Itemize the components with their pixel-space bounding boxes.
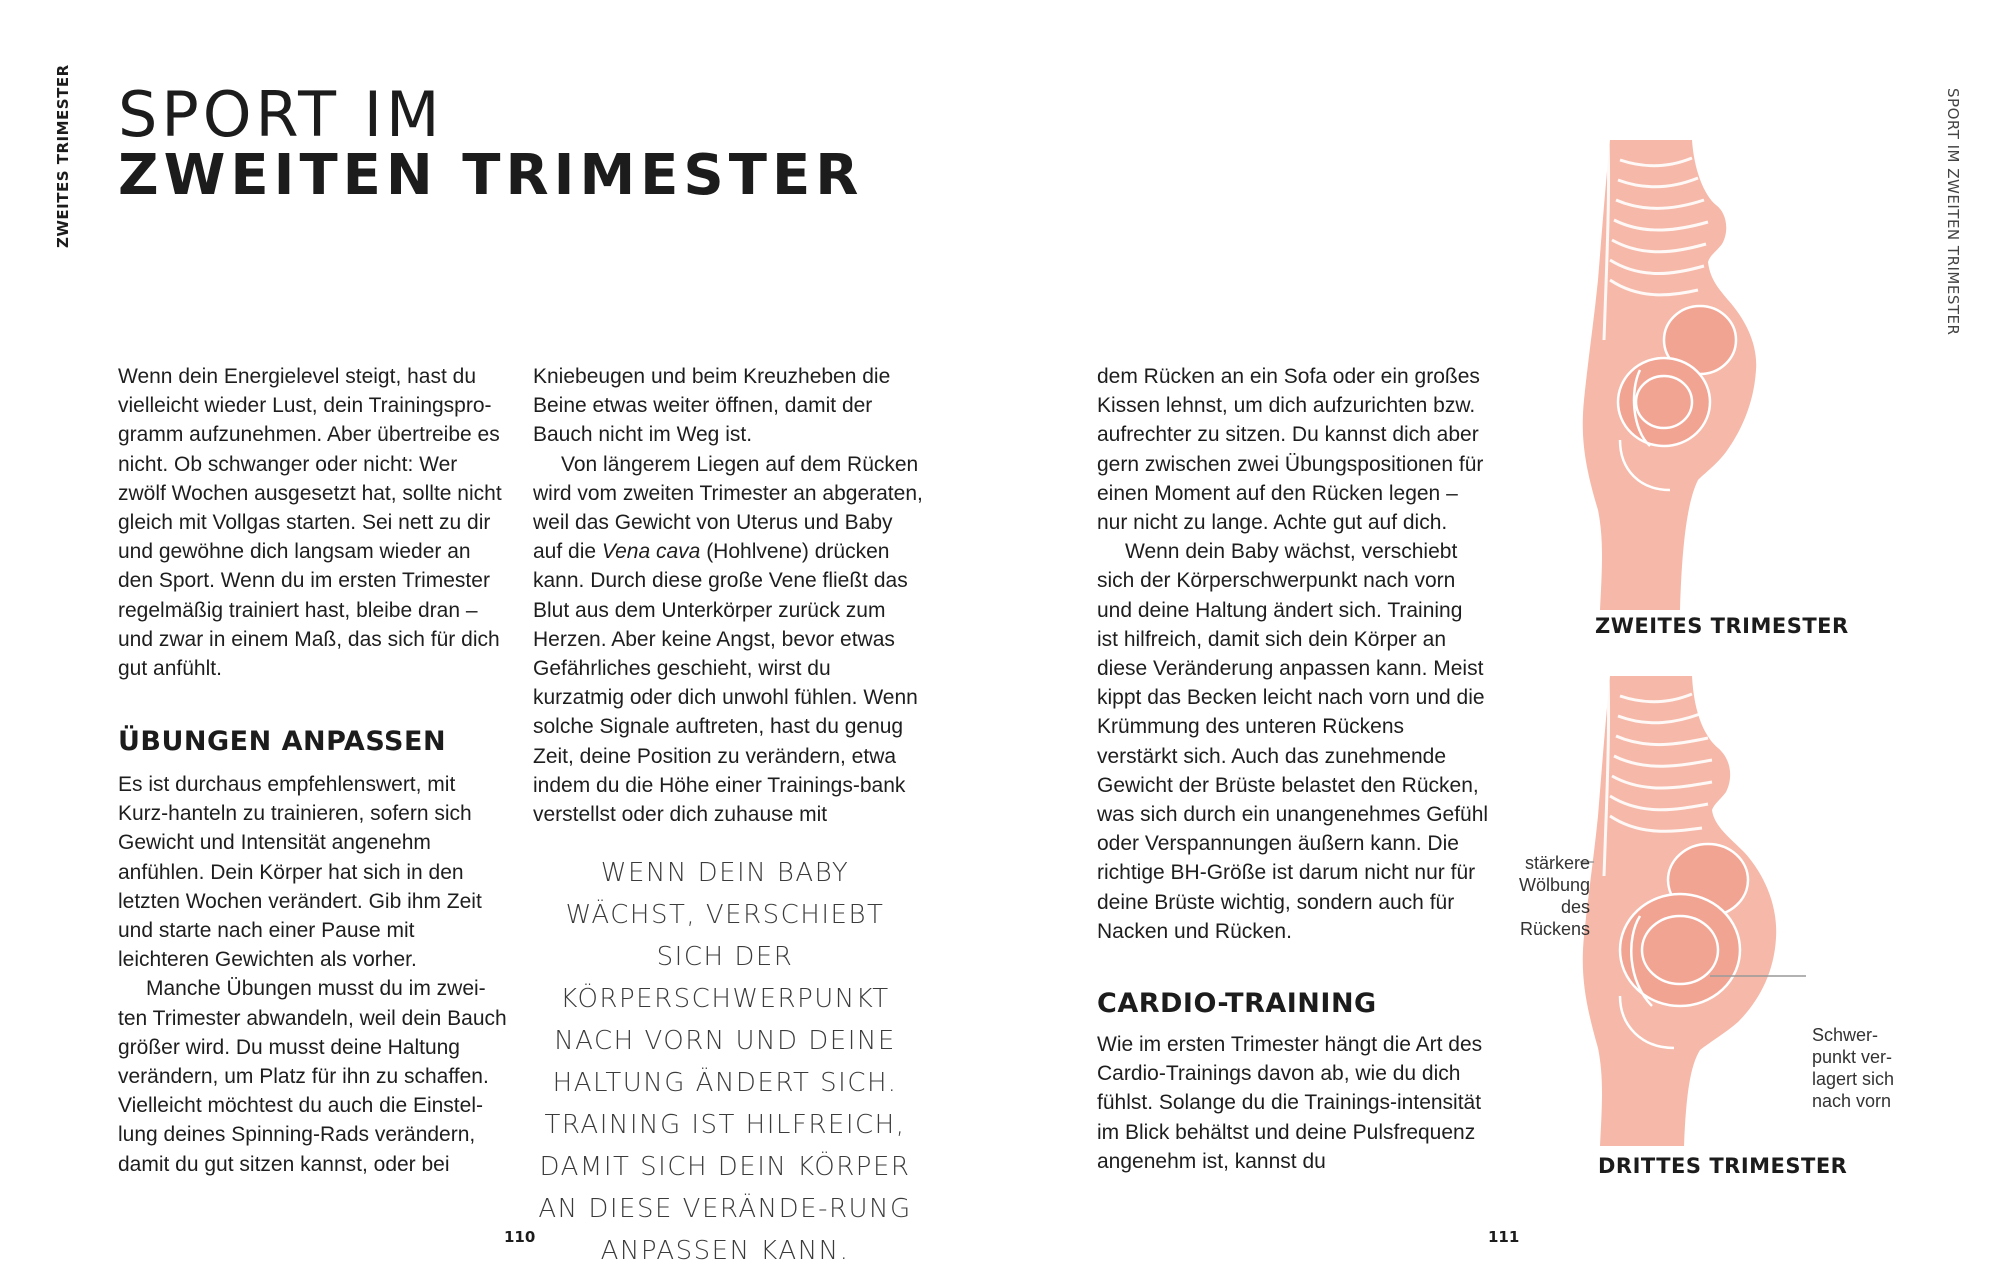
paragraph: Wie im ersten Trimester hängt die Art des Cardio-Trainings davon ab, wie du dich fühlst. Solange du die Trainings-intensität im Blick behältst und deine Pulsfrequenz angenehm ist, kannst du — [1097, 1033, 1483, 1173]
page-number-left: 110 — [504, 1228, 536, 1246]
intro-paragraph: Wenn dein Energielevel steigt, hast du vielleicht wieder Lust, dein Trainingspro-gramm aufzunehmen. Aber übertreibe es nicht. Ob schwanger oder nicht: Wer zwölf Wochen ausgesetzt hat, sollte nicht gleich mit Vollgas starten. Sei nett zu dir und gewöhne dich langsam wieder an den Sport. Wenn du im ersten Trimester regelmäßig trainiert hast, bleibe dran – und zwar in einem Maß, das sich für dich gut anfühlt. — [118, 365, 502, 681]
pull-quote: WENN DEIN BABY WÄCHST, VERSCHIEBT SICH DER KÖRPERSCHWERPUNKT NACH VORN UND DEINE HALTUNG ÄNDERT SICH. TRAINING IST HILFREICH, DAMIT SICH DEIN KÖRPER AN DIESE VERÄNDE-RUNG ANPASSEN KANN. — [538, 858, 912, 1266]
column-1-body — [118, 770, 510, 1179]
paragraph: Manche Übungen musst du im zwei-ten Trimester abwandeln, weil dein Bauch größer wird. Du musst deine Haltung verändern, um Platz für ihn zu schaffen. Vielleicht möchtest du auch die Einstel-lung deines Spinning-Rads verändern, damit du gut sitzen kannst, oder bei — [118, 977, 507, 1176]
figure-caption-third: DRITTES TRIMESTER — [1598, 1154, 1848, 1178]
column-3-body — [1097, 1030, 1489, 1176]
side-tab-right: SPORT IM ZWEITEN TRIMESTER — [1944, 88, 1962, 336]
paragraph: Es ist durchaus empfehlenswert, mit Kurz-hanteln zu trainieren, sofern sich Gewicht und Intensität angenehm anfühlen. Dein Körper hat sich in den letzten Wochen verändert. Gib ihm Zeit und starte nach einer Pause mit leichteren Gewichten als vorher. — [118, 773, 482, 972]
text-span: (Hohlvene) drücken kann. Durch diese große Vene fließt das Blut aus dem Unterkörper zurück zum Herzen. Aber keine Angst, bevor etwas Gefährliches geschieht, wirst du kurzatmig oder dich unwohl fühlen. Wenn solche Signale auftreten, hast du genug Zeit, deine Position zu verändern, etwa indem du die Höhe einer Trainings-bank verstellst oder dich zuhause mit — [533, 540, 918, 827]
column-1-intro — [118, 362, 510, 683]
paragraph: Kniebeugen und beim Kreuzheben die Beine etwas weiter öffnen, damit der Bauch nicht im Weg ist. — [533, 365, 891, 447]
paragraph: dem Rücken an ein Sofa oder ein großes Kissen lehnst, um dich aufzurichten bzw. aufrechter zu sitzen. Du kannst dich aber gern zwischen zwei Übungspositionen für einen Moment auf den Rücken legen – nur nicht zu lange. Achte gut auf dich. — [1097, 365, 1484, 535]
page-title-line2: ZWEITEN TRIMESTER — [118, 143, 864, 208]
side-tab-left: ZWEITES TRIMESTER — [54, 64, 72, 248]
illustration-second-trimester — [1580, 140, 1840, 610]
annotation-back-curve: stärkere Wölbung des Rückens — [1518, 853, 1590, 939]
text-span: Von längerem Liegen auf dem Rücken wird vom zweiten Trimester an abgeraten, weil das Gewicht von Uterus und Baby auf die — [533, 452, 923, 564]
section-heading-cardio: CARDIO-TRAINING — [1097, 988, 1377, 1019]
paragraph: Wenn dein Baby wächst, verschiebt sich der Körperschwerpunkt nach vorn und deine Haltung ändert sich. Training ist hilfreich, damit sich dein Körper an diese Veränderung anpassen kann. Meist kippt das Becken leicht nach vorn und die Krümmung des unteren Rückens verstärkt sich. Auch das zunehmende Gewicht der Brüste belastet den Rücken, was sich durch ein unangenehmes Gefühl oder Verspannungen äußern kann. Die richtige BH-Größe ist darum nicht nur für deine Brüste wichtig, sondern auch für Nacken und Rücken. — [1097, 540, 1489, 943]
page-title-line1: SPORT IM — [118, 78, 444, 151]
column-2 — [533, 362, 925, 829]
section-heading-uebungen: ÜBUNGEN ANPASSEN — [118, 726, 447, 757]
figure-caption-second: ZWEITES TRIMESTER — [1595, 614, 1849, 638]
page-number-right: 111 — [1488, 1228, 1520, 1246]
column-3 — [1097, 362, 1489, 946]
italic-term: Vena cava — [601, 540, 701, 564]
paragraph — [533, 450, 925, 830]
annotation-center-of-gravity: Schwer-punkt ver-lagert sich nach vorn — [1812, 1025, 1895, 1111]
